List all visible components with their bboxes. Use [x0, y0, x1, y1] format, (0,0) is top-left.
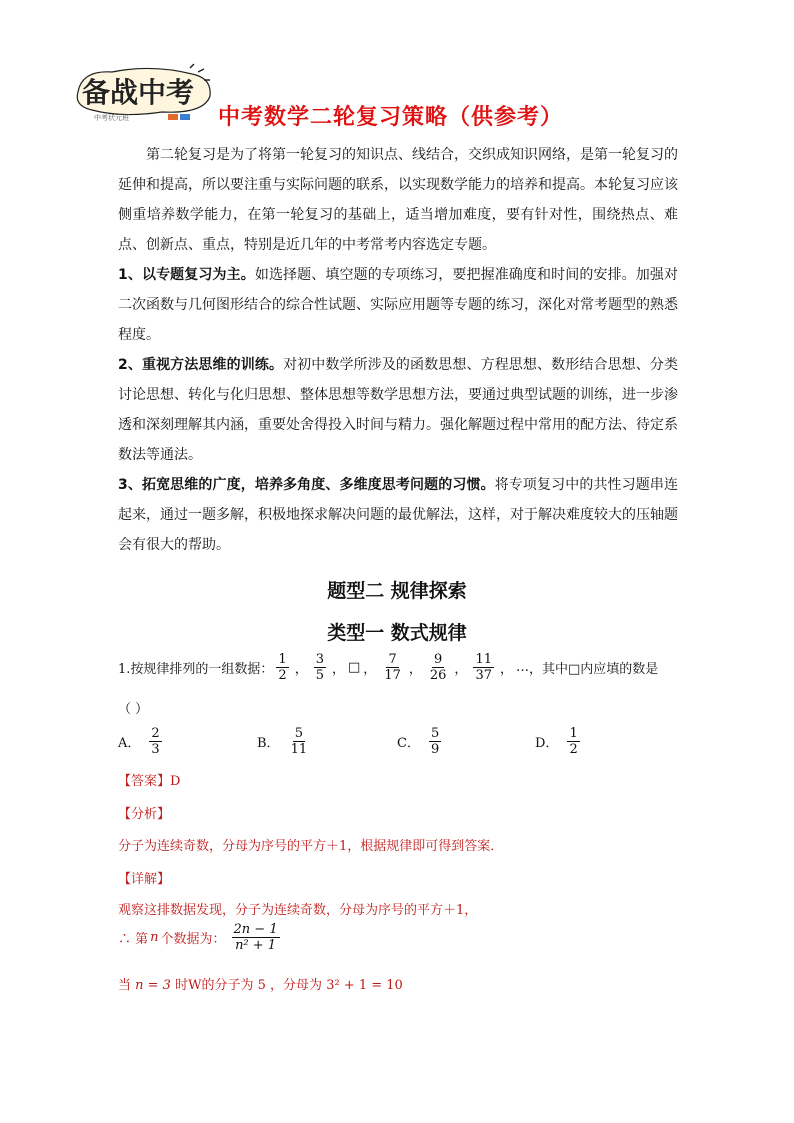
fraction-denominator: 2 — [278, 668, 287, 683]
intro-paragraph: 第二轮复习是为了将第一轮复习的知识点、线结合，交织成知识网络，是第一轮复习的延伸和提高，所以要注重与实际问题的联系，以实现数学能力的培养和提高。本轮复习应该侧重培养数学能力，在第一轮复习的基础上，适当增加难度，要有针对性，围绕热点、难点、创新点、重点，特别是近几年的中考常考内容选定专题。 — [118, 147, 678, 253]
question-suffix: ，其中□内应填的数是 — [529, 662, 659, 677]
formula-line — [118, 922, 283, 953]
option-label: D． — [535, 736, 559, 751]
fraction-denominator: 17 — [384, 668, 401, 683]
page-title: 中考数学二轮复习策略（供参考） — [218, 105, 564, 130]
fraction-numerator: 1 — [278, 652, 287, 667]
fraction-numerator: 3 — [315, 652, 324, 667]
logo-image — [72, 62, 218, 126]
strategy-2-heading: 2、重视方法思维的训练。 — [118, 357, 284, 373]
fraction — [276, 652, 288, 683]
fraction — [314, 652, 326, 683]
analysis-tag: 【分析】 — [118, 807, 171, 822]
answer-line — [118, 770, 180, 789]
section-heading: 题型二 规律探索 — [327, 580, 467, 602]
answer-value: D — [170, 774, 181, 789]
fraction-denominator: 9 — [430, 742, 440, 757]
option-a — [118, 726, 165, 757]
logo-text: 备战中考 — [82, 76, 195, 109]
fraction — [567, 726, 579, 757]
ellipsis: … — [516, 660, 529, 675]
strategy-2 — [118, 350, 678, 470]
question-stem: 1.按规律排列的一组数据： $\frac{1}{2}$ ， $\frac{3}{5}$ ， □ ， $\frac{7}{17}$ ， $\frac{9}{26}$ ， $\frac{11}{37}$ ， … ，其中□内应填的数是 — [118, 652, 659, 683]
strategy-1 — [118, 260, 678, 350]
fraction-numerator: 11 — [475, 652, 492, 667]
strategy-3-heading: 3、拓宽思维的广度，培养多角度、多维度思考问题的习惯。 — [118, 477, 495, 493]
detail-text: 观察这排数据发现，分子为连续奇数，分母为序号的平方＋1， — [118, 903, 478, 918]
last-expression: 3² + 1 = 10 — [326, 978, 403, 993]
fraction-numerator: 5 — [294, 726, 303, 741]
fraction-denominator: 2 — [569, 742, 578, 757]
last-mid: 时W的分子为 — [175, 978, 254, 993]
section-subheading: 类型一 数式规律 — [327, 622, 467, 644]
analysis-text: 分子为连续奇数，分母为序号的平方＋1，根据规律即可得到答案． — [118, 839, 504, 854]
fraction-numerator: 5 — [430, 726, 440, 741]
fraction-numerator: 9 — [434, 652, 443, 667]
option-label: A． — [118, 736, 141, 751]
strategy-3 — [118, 470, 678, 560]
fraction-denominator: 5 — [315, 668, 324, 683]
option-c — [397, 726, 444, 757]
option-label: C． — [397, 736, 420, 751]
logo-subtext: 中考状元班 — [94, 114, 129, 122]
fraction-numerator: 2 — [151, 726, 160, 741]
formula-fraction — [232, 922, 280, 953]
question-prefix: 1.按规律排列的一组数据： — [118, 662, 274, 677]
fraction-numerator: 7 — [388, 652, 397, 667]
option-d — [535, 726, 583, 757]
answer-paren: （ ） — [118, 702, 149, 717]
last-equation: n = 3 — [135, 978, 171, 993]
option-b — [257, 726, 312, 757]
strategy-3-text: 将专项复习中的共性习题串连起来，通过一题多解，积极地探求解决问题的最优解法，这样，对于解决难度较大的压轴题会有很大的帮助。 — [118, 477, 678, 553]
option-label: B． — [257, 736, 280, 751]
fraction-denominator: 3 — [151, 742, 160, 757]
formula-prefix: ∴ 第 — [118, 932, 149, 947]
fraction-denominator: 37 — [475, 668, 492, 683]
strategy-1-text: 如选择题、填空题的专项练习，要把握准确度和时间的安排。加强对二次函数与几何图形结合的综合性试题、实际应用题等专题的练习，深化对常考题型的熟悉程度。 — [118, 267, 679, 343]
fraction — [473, 652, 494, 683]
blank-box: □ — [348, 660, 361, 675]
detail-tag: 【详解】 — [118, 872, 171, 887]
answer-tag: 【答案】 — [118, 774, 171, 789]
last-prefix: 当 — [118, 978, 132, 993]
last-value: 5 — [257, 978, 266, 993]
last-line — [118, 974, 678, 993]
formula-denominator: n² + 1 — [235, 938, 277, 953]
fraction-numerator: 1 — [569, 726, 578, 741]
fraction — [429, 726, 441, 757]
fraction — [149, 726, 161, 757]
formula-numerator: 2n − 1 — [233, 922, 278, 937]
fraction-denominator: 11 — [290, 742, 308, 757]
fraction-denominator: 26 — [429, 668, 447, 683]
intro-body — [118, 140, 678, 560]
strategy-2-text: 对初中数学所涉及的函数思想、方程思想、数形结合思想、分类讨论思想、转化与化归思想、整体思想等数学思想方法，要通过典型试题的训练，进一步渗透和深刻理解其内涵，重要处舍得投入时间与精力。强化解题过程中常用的配方法、待定系数法等通法。 — [118, 357, 679, 463]
last-mid2: ，分母为 — [270, 978, 323, 993]
formula-mid: 个数据为： — [160, 932, 226, 947]
fraction — [382, 652, 403, 683]
formula-n: n — [150, 930, 159, 945]
fraction — [289, 726, 310, 757]
fraction — [428, 652, 449, 683]
strategy-1-heading: 1、以专题复习为主。 — [118, 267, 255, 283]
